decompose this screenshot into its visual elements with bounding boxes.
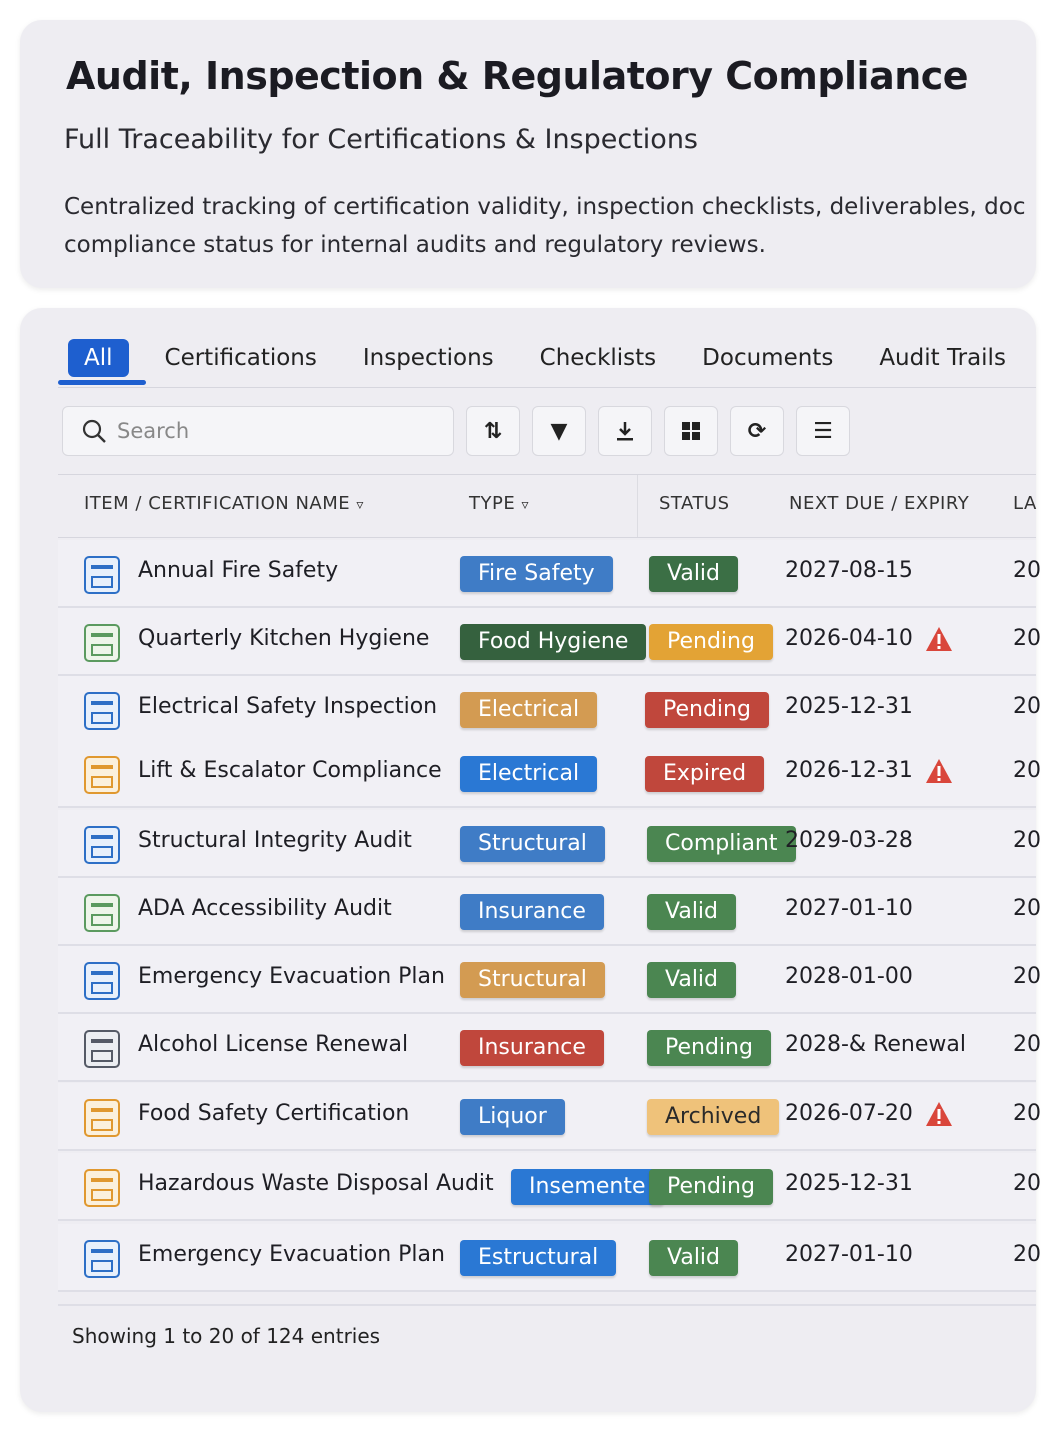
document-icon [84, 624, 120, 662]
item-name[interactable]: Emergency Evacuation Plan [138, 1242, 445, 1267]
type-badge: Insurance [460, 894, 604, 930]
item-name[interactable]: Quarterly Kitchen Hygiene [138, 626, 430, 651]
sort-icon: ⇅ [483, 418, 503, 444]
next-due-date: 2027-08-15 [785, 558, 913, 583]
document-icon [84, 556, 120, 594]
document-icon [84, 1030, 120, 1068]
download-icon [614, 420, 636, 442]
column-divider [637, 475, 638, 537]
type-badge: Structural [460, 962, 605, 998]
status-badge: Valid [649, 556, 738, 592]
next-due-date: 2027-01-10 [785, 896, 913, 921]
type-badge: Electrical [460, 756, 597, 792]
filter-icon[interactable]: ▿ [521, 497, 529, 513]
item-name[interactable]: Annual Fire Safety [138, 558, 339, 583]
list-icon: ☰ [813, 418, 833, 444]
page-subtitle: Full Traceability for Certifications & Inspections [64, 124, 698, 155]
type-badge: Fire Safety [460, 556, 613, 592]
search-icon [81, 418, 107, 444]
status-badge: Pending [647, 1030, 771, 1066]
table-row[interactable] [58, 946, 1041, 1014]
refresh-icon: ⟳ [747, 418, 767, 444]
item-name[interactable]: Structural Integrity Audit [138, 828, 412, 853]
column-label: ITEM / CERTIFICATION NAME [84, 493, 351, 514]
document-icon [84, 826, 120, 864]
table-row[interactable] [58, 540, 1041, 608]
next-due-date: 2025-12-31 [785, 1171, 913, 1196]
type-badge: Liquor [460, 1099, 565, 1135]
records-card [20, 308, 1041, 1412]
filter-icon[interactable]: ▿ [356, 497, 364, 513]
table-row[interactable] [58, 1153, 1041, 1221]
warning-icon [925, 626, 953, 652]
tab-audit-trails[interactable]: Audit Trails [879, 344, 1006, 371]
last-column-value: 20 [1013, 1101, 1041, 1126]
table-row[interactable] [58, 740, 1041, 808]
next-due-date: 2026-04-10 [785, 626, 913, 651]
item-name[interactable]: Electrical Safety Inspection [138, 694, 438, 719]
header-card [20, 20, 1036, 288]
pagination-info: Showing 1 to 20 of 124 entries [58, 1304, 1036, 1366]
filter-button[interactable] [532, 406, 586, 456]
tab-checklists[interactable]: Checklists [539, 344, 657, 371]
column-header-status[interactable]: STATUS [659, 493, 730, 514]
next-due-date: 2026-07-20 [785, 1101, 913, 1126]
column-header-last[interactable]: LA [1013, 493, 1037, 514]
download-button[interactable] [598, 406, 652, 456]
last-column-value: 20 [1013, 758, 1041, 783]
status-badge: Pending [649, 624, 773, 660]
last-column-value: 20 [1013, 964, 1041, 989]
next-due-date: 2026-12-31 [785, 758, 913, 783]
next-due-date: 2028-01-00 [785, 964, 913, 989]
search-input[interactable] [62, 406, 454, 456]
page-description [64, 188, 1026, 264]
table-row[interactable] [58, 1224, 1041, 1292]
last-column-value: 20 [1013, 1171, 1041, 1196]
tab-certifications[interactable]: Certifications [164, 344, 317, 371]
last-column-value: 20 [1013, 1032, 1041, 1057]
item-name[interactable]: Lift & Escalator Compliance [138, 758, 442, 783]
next-due-date: 2027-01-10 [785, 1242, 913, 1267]
tab-all[interactable]: All [68, 339, 129, 377]
status-badge: Valid [647, 894, 736, 930]
type-badge: Insemente [511, 1169, 664, 1205]
table-row[interactable] [58, 1083, 1041, 1151]
type-badge: Estructural [460, 1240, 616, 1276]
last-column-value: 20 [1013, 896, 1041, 921]
last-column-value: 20 [1013, 694, 1041, 719]
refresh-button[interactable] [730, 406, 784, 456]
table-row[interactable] [58, 878, 1041, 946]
status-badge: Pending [649, 1169, 773, 1205]
document-icon [84, 692, 120, 730]
document-icon [84, 1240, 120, 1278]
column-header-type[interactable] [469, 493, 529, 514]
next-due-date: 2028-& Renewal [785, 1032, 966, 1057]
status-badge: Valid [649, 1240, 738, 1276]
last-column-value: 20 [1013, 626, 1041, 651]
active-tab-indicator [58, 380, 146, 385]
grid-view-button[interactable] [664, 406, 718, 456]
status-badge: Pending [645, 692, 769, 728]
status-badge: Valid [647, 962, 736, 998]
next-due-date: 2025-12-31 [785, 694, 913, 719]
tab-documents[interactable]: Documents [702, 344, 834, 371]
item-name[interactable]: Alcohol License Renewal [138, 1032, 409, 1057]
item-name[interactable]: Hazardous Waste Disposal Audit [138, 1171, 494, 1196]
last-column-value: 20 [1013, 828, 1041, 853]
table-row[interactable] [58, 1014, 1041, 1082]
list-view-button[interactable] [796, 406, 850, 456]
column-header-next-due[interactable]: NEXT DUE / EXPIRY [789, 493, 970, 514]
document-icon [84, 894, 120, 932]
grid-icon [681, 421, 701, 441]
document-icon [84, 962, 120, 1000]
status-badge: Archived [647, 1099, 779, 1135]
document-icon [84, 756, 120, 794]
status-badge: Compliant [647, 826, 796, 862]
page-title: Audit, Inspection & Regulatory Compliance [66, 54, 969, 98]
table-header [58, 474, 1036, 538]
filter-icon: ▼ [550, 418, 568, 444]
tab-inspections[interactable]: Inspections [362, 344, 494, 371]
item-name[interactable]: Food Safety Certification [138, 1101, 410, 1126]
next-due-date: 2029-03-28 [785, 828, 913, 853]
description-line: Centralized tracking of certification validity, inspection checklists, deliverables, doc [64, 194, 1026, 220]
search-placeholder: Search [117, 419, 190, 443]
table-row[interactable] [58, 608, 1041, 676]
column-header-name[interactable] [84, 493, 364, 514]
item-name[interactable]: Emergency Evacuation Plan [138, 964, 445, 989]
warning-icon [925, 758, 953, 784]
table-row[interactable] [58, 676, 1041, 744]
type-badge: Structural [460, 826, 605, 862]
column-label: TYPE [469, 493, 516, 514]
type-badge: Food Hygiene [460, 624, 646, 660]
type-badge: Insurance [460, 1030, 604, 1066]
last-column-value: 20 [1013, 558, 1041, 583]
status-badge: Expired [645, 756, 764, 792]
warning-icon [925, 1101, 953, 1127]
table-row[interactable] [58, 810, 1041, 878]
document-icon [84, 1099, 120, 1137]
type-badge: Electrical [460, 692, 597, 728]
tab-bar [58, 328, 1036, 388]
document-icon [84, 1169, 120, 1207]
description-line: compliance status for internal audits and regulatory reviews. [64, 232, 766, 258]
sort-button[interactable] [466, 406, 520, 456]
item-name[interactable]: ADA Accessibility Audit [138, 896, 392, 921]
last-column-value: 20 [1013, 1242, 1041, 1267]
